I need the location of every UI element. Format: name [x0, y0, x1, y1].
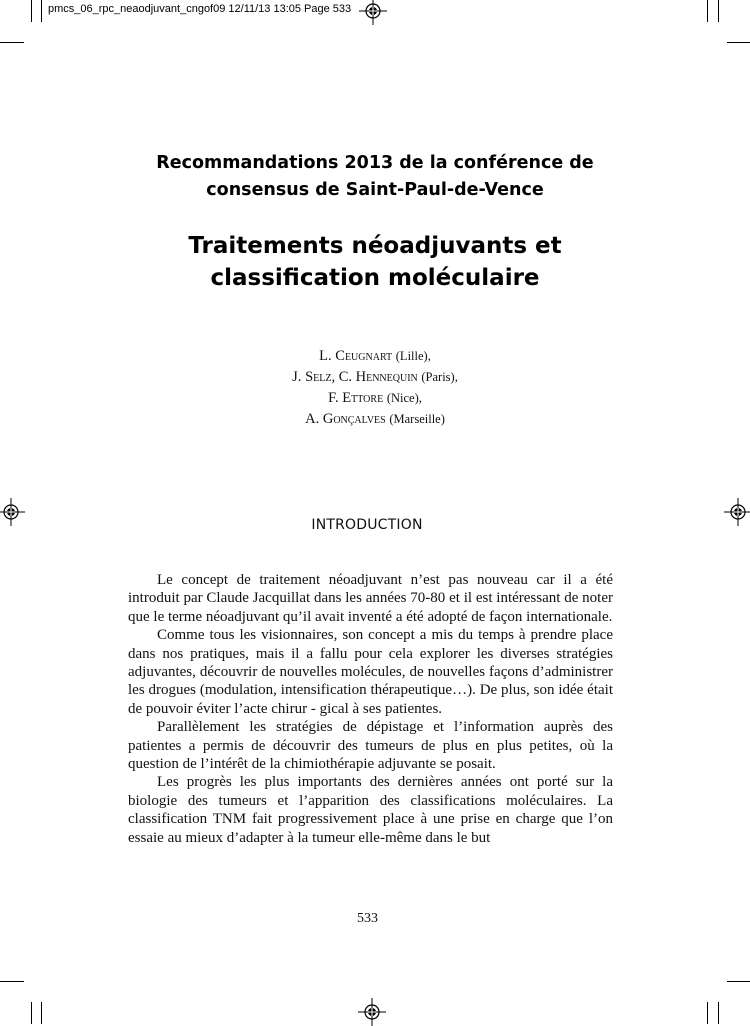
- crop-mark: [718, 1002, 719, 1024]
- author-city: (Lille),: [395, 349, 431, 363]
- paragraph: Le concept de traitement néoadjuvant n’est pas nouveau car il a été introduit par Claude Jacquillat dans les années 70-80 et il est intéressant de noter que le terme néoadjuvant qu’il avait inventé a été adopté de façon internationale.: [128, 572, 613, 625]
- paragraph: Parallèlement les stratégies de dépistage et l’information auprès des patientes a permis de découvrir des tumeurs de plus en plus petites, où la question de l’intérêt de la chimiothérapie adjuvante se posait.: [128, 719, 613, 773]
- author-line: [0, 409, 750, 430]
- author-names: Ceugnart: [335, 348, 393, 364]
- registration-mark-icon: [359, 0, 387, 25]
- paragraph: Comme tous les visionnaires, son concept a mis du temps à prendre place dans nos pratiques, mais il a fallu pour cela explorer les diverses stratégies adjuvantes, découvrir de nouvelles molécules, de nouvelles façons d’administrer les drogues (modulation, intensification thérapeutique…). De plus, son idée était de pouvoir éviter l’acte chirur - gical à ses patientes.: [128, 627, 613, 717]
- section-heading: INTRODUCTION: [311, 517, 423, 533]
- crop-mark: [31, 1002, 32, 1024]
- crop-mark: [707, 1002, 708, 1024]
- author-city: (Marseille): [389, 412, 445, 426]
- author-initial: A.: [305, 411, 323, 427]
- crop-mark: [718, 0, 719, 22]
- subtitle-line: Recommandations 2013 de la conférence de: [156, 153, 594, 173]
- page-title: [0, 230, 750, 294]
- author-initial: J.: [292, 369, 306, 385]
- page-number: 533: [357, 911, 378, 926]
- author-initial: L.: [319, 348, 336, 364]
- subtitle-line: consensus de Saint-Paul-de-Vence: [206, 180, 544, 200]
- conference-subtitle: [0, 150, 750, 204]
- author-line: [0, 346, 750, 367]
- author-initial: F.: [328, 390, 343, 406]
- registration-mark-icon: [358, 998, 386, 1026]
- author-list: [0, 346, 750, 430]
- crop-mark: [0, 981, 24, 982]
- title-line: Traitements néoadjuvants et: [188, 233, 562, 259]
- crop-mark: [41, 1002, 42, 1024]
- crop-mark: [707, 0, 708, 22]
- body-text: [128, 571, 613, 847]
- title-line: classification moléculaire: [210, 265, 540, 291]
- author-names: Ettore: [342, 390, 384, 406]
- paragraph: Les progrès les plus importants des dernières années ont porté sur la biologie des tumeurs et l’apparition des classifications moléculaires. La classification TNM fait progressivement place à une prise en charge que l’on essaie au mieux d’adapter à la tumeur elle-même dans le but: [128, 774, 613, 846]
- document-header: [0, 150, 750, 294]
- crop-mark: [727, 981, 750, 982]
- author-names: Gonçalves: [322, 411, 386, 427]
- author-city: (Nice),: [386, 391, 422, 405]
- crop-mark: [0, 42, 24, 43]
- author-names: Selz, C. Hennequin: [305, 369, 418, 385]
- crop-mark: [727, 42, 750, 43]
- printer-slug: pmcs_06_rpc_neaodjuvant_cngof09 12/11/13 13:05 Page 533: [48, 3, 352, 15]
- crop-mark: [41, 0, 42, 22]
- author-line: [0, 388, 750, 409]
- author-city: (Paris),: [421, 370, 458, 384]
- author-line: [0, 367, 750, 388]
- crop-mark: [31, 0, 32, 22]
